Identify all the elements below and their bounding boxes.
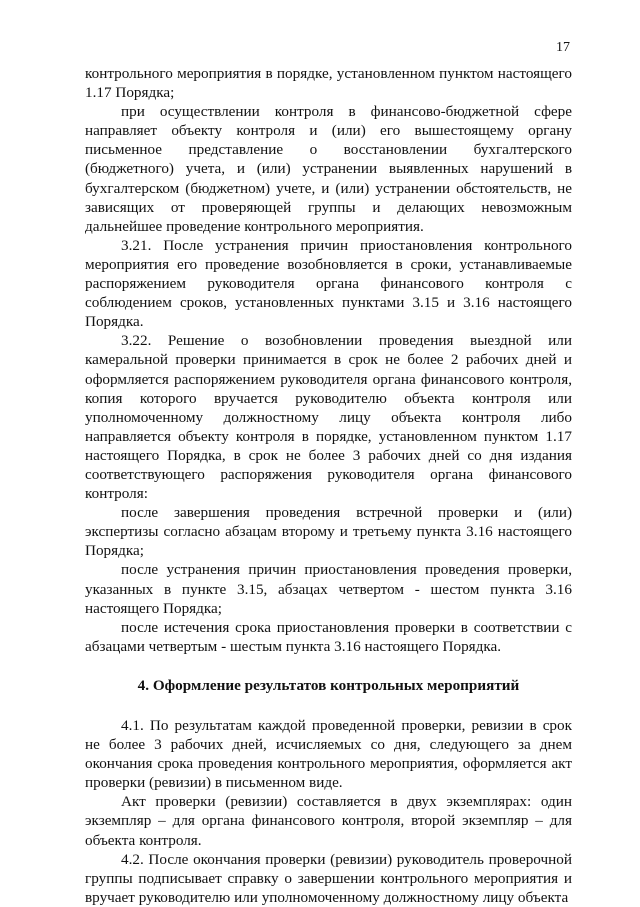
document-body: [85, 64, 572, 907]
paragraph: Акт проверки (ревизии) составляется в двух экземплярах: один экземпляр – для органа финансового контроля, второй экземпляр – для объекта контроля.: [85, 793, 572, 849]
paragraph-3-21: 3.21. После устранения причин приостановления контрольного мероприятия его проведение возобновляется в сроки, устанавливаемые распоряжением руководителя органа финансового контроля с соблюдением сроков, установленных пунктами 3.15 и 3.16 настоящего Порядка.: [85, 236, 572, 331]
paragraphs-after: [85, 716, 572, 907]
paragraph: при осуществлении контроля в финансово-бюджетной сфере направляет объекту контроля и (или) его вышестоящему органу письменное представление о восстановлении бухгалтерского (бюджетного) учета, и (или) устранении выявленных нарушений в бухгалтерском (бюджетном) учете, и (или) устранении обстоятельств, не зависящих от проверяющей группы и делающих невозможным дальнейшее проведение контрольного мероприятия.: [85, 103, 572, 235]
paragraph-3-22: 3.22. Решение о возобновлении проведения выездной или камеральной проверки принимается в срок не более 2 рабочих дней и оформляется распоряжением руководителя органа финансового контроля, копия которого вручается руководителю объекта контроля или уполномоченному должностному лицу объекта контроля либо направляется объекту контроля в порядке, установленном пунктом 1.17 настоящего Порядка, в срок не более 3 рабочих дней со дня издания соответствующего распоряжения руководителя органа финансового контроля:: [85, 332, 572, 503]
paragraphs-before: [85, 64, 572, 656]
paragraph: после устранения причин приостановления проведения проверки, указанных в пункте 3.15, абзацах четвертом - шестом пункта 3.16 настоящего Порядка;: [85, 561, 572, 617]
paragraph-4-1: 4.1. По результатам каждой проведенной проверки, ревизии в срок не более 3 рабочих дней, исчисляемых со дня, следующего за днем окончания срока проведения контрольного мероприятия, оформляется акт проверки (ревизии) в письменном виде.: [85, 717, 572, 792]
paragraph: после истечения срока приостановления проверки в соответствии с абзацами четвертым - шестым пункта 3.16 настоящего Порядка.: [85, 618, 572, 655]
paragraph-4-2: 4.2. После окончания проверки (ревизии) руководитель проверочной группы подписывает справку о завершении контрольного мероприятия и вручает руководителю или уполномоченному должностному лицу объекта: [85, 850, 572, 906]
section-title: 4. Оформление результатов контрольных мероприятий: [137, 676, 520, 694]
page-number: 17: [556, 40, 570, 55]
paragraph: контрольного мероприятия в порядке, установленном пунктом настоящего 1.17 Порядка;: [85, 65, 572, 102]
paragraph: после завершения проведения встречной проверки и (или) экспертизы согласно абзацам второму и третьему пункта 3.16 настоящего Порядка;: [85, 504, 572, 560]
